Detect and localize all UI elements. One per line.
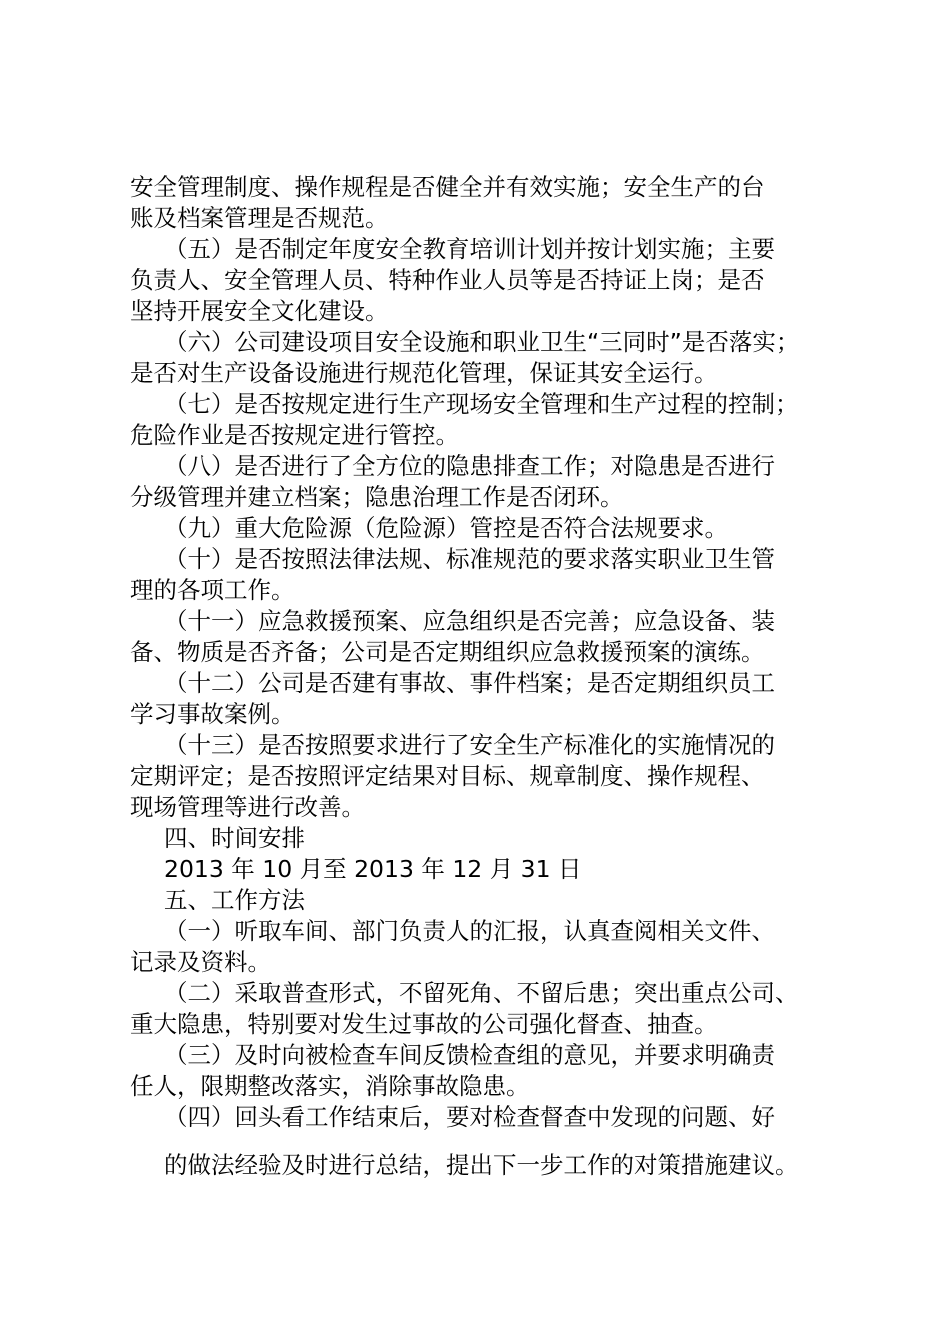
- body-text: [130, 172, 850, 1133]
- text-line: （十二）公司是否建有事故、事件档案；是否定期组织员工: [164, 669, 775, 697]
- text-line: 学习事故案例。: [130, 700, 295, 728]
- text-line: （二）采取普查形式，不留死角、不留后患；突出重点公司、: [164, 979, 799, 1007]
- text-line: 账及档案管理是否规范。: [130, 204, 389, 232]
- text-line: （十）是否按照法律法规、标准规范的要求落实职业卫生管: [164, 545, 775, 573]
- section-heading: 四、时间安排: [164, 824, 305, 852]
- text-line: 重大隐患，特别要对发生过事故的公司强化督查、抽查。: [130, 1010, 718, 1038]
- text-line: 负责人、安全管理人员、特种作业人员等是否持证上岗；是否: [130, 266, 765, 294]
- continuation-line: 的做法经验及时进行总结，提出下一步工作的对策措施建议。: [164, 1151, 799, 1179]
- text-line: （三）及时向被检查车间反馈检查组的意见，并要求明确责: [164, 1041, 775, 1069]
- text-line: 安全管理制度、操作规程是否健全并有效实施；安全生产的台: [130, 173, 765, 201]
- text-line: （四）回头看工作结束后，要对检查督查中发现的问题、好: [164, 1103, 775, 1131]
- date-range: 2013 年 10 月至 2013 年 12 月 31 日: [164, 855, 582, 883]
- text-line: （十一）应急救援预案、应急组织是否完善；应急设备、装: [164, 607, 775, 635]
- text-line: （十三）是否按照要求进行了安全生产标准化的实施情况的: [164, 731, 775, 759]
- text-line: （一）听取车间、部门负责人的汇报，认真查阅相关文件、: [164, 917, 775, 945]
- text-line: 分级管理并建立档案；隐患治理工作是否闭环。: [130, 483, 624, 511]
- text-line: 是否对生产设备设施进行规范化管理，保证其安全运行。: [130, 359, 718, 387]
- text-line: 理的各项工作。: [130, 576, 295, 604]
- text-line: 记录及资料。: [130, 948, 271, 976]
- text-line: 备、物质是否齐备；公司是否定期组织应急救援预案的演练。: [130, 638, 765, 666]
- text-line: （六）公司建设项目安全设施和职业卫生“三同时”是否落实；: [164, 328, 800, 356]
- text-line: （五）是否制定年度安全教育培训计划并按计划实施；主要: [164, 235, 775, 263]
- text-line: （九）重大危险源（危险源）管控是否符合法规要求。: [164, 514, 728, 542]
- section-heading: 五、工作方法: [164, 886, 305, 914]
- text-line: （八）是否进行了全方位的隐患排查工作；对隐患是否进行: [164, 452, 775, 480]
- text-line: 定期评定；是否按照评定结果对目标、规章制度、操作规程、: [130, 762, 765, 790]
- text-line: （七）是否按规定进行生产现场安全管理和生产过程的控制；: [164, 390, 799, 418]
- text-line: 危险作业是否按规定进行管控。: [130, 421, 459, 449]
- text-line: 坚持开展安全文化建设。: [130, 297, 389, 325]
- text-line: 任人，限期整改落实，消除事故隐患。: [130, 1072, 530, 1100]
- text-line: 现场管理等进行改善。: [130, 793, 365, 821]
